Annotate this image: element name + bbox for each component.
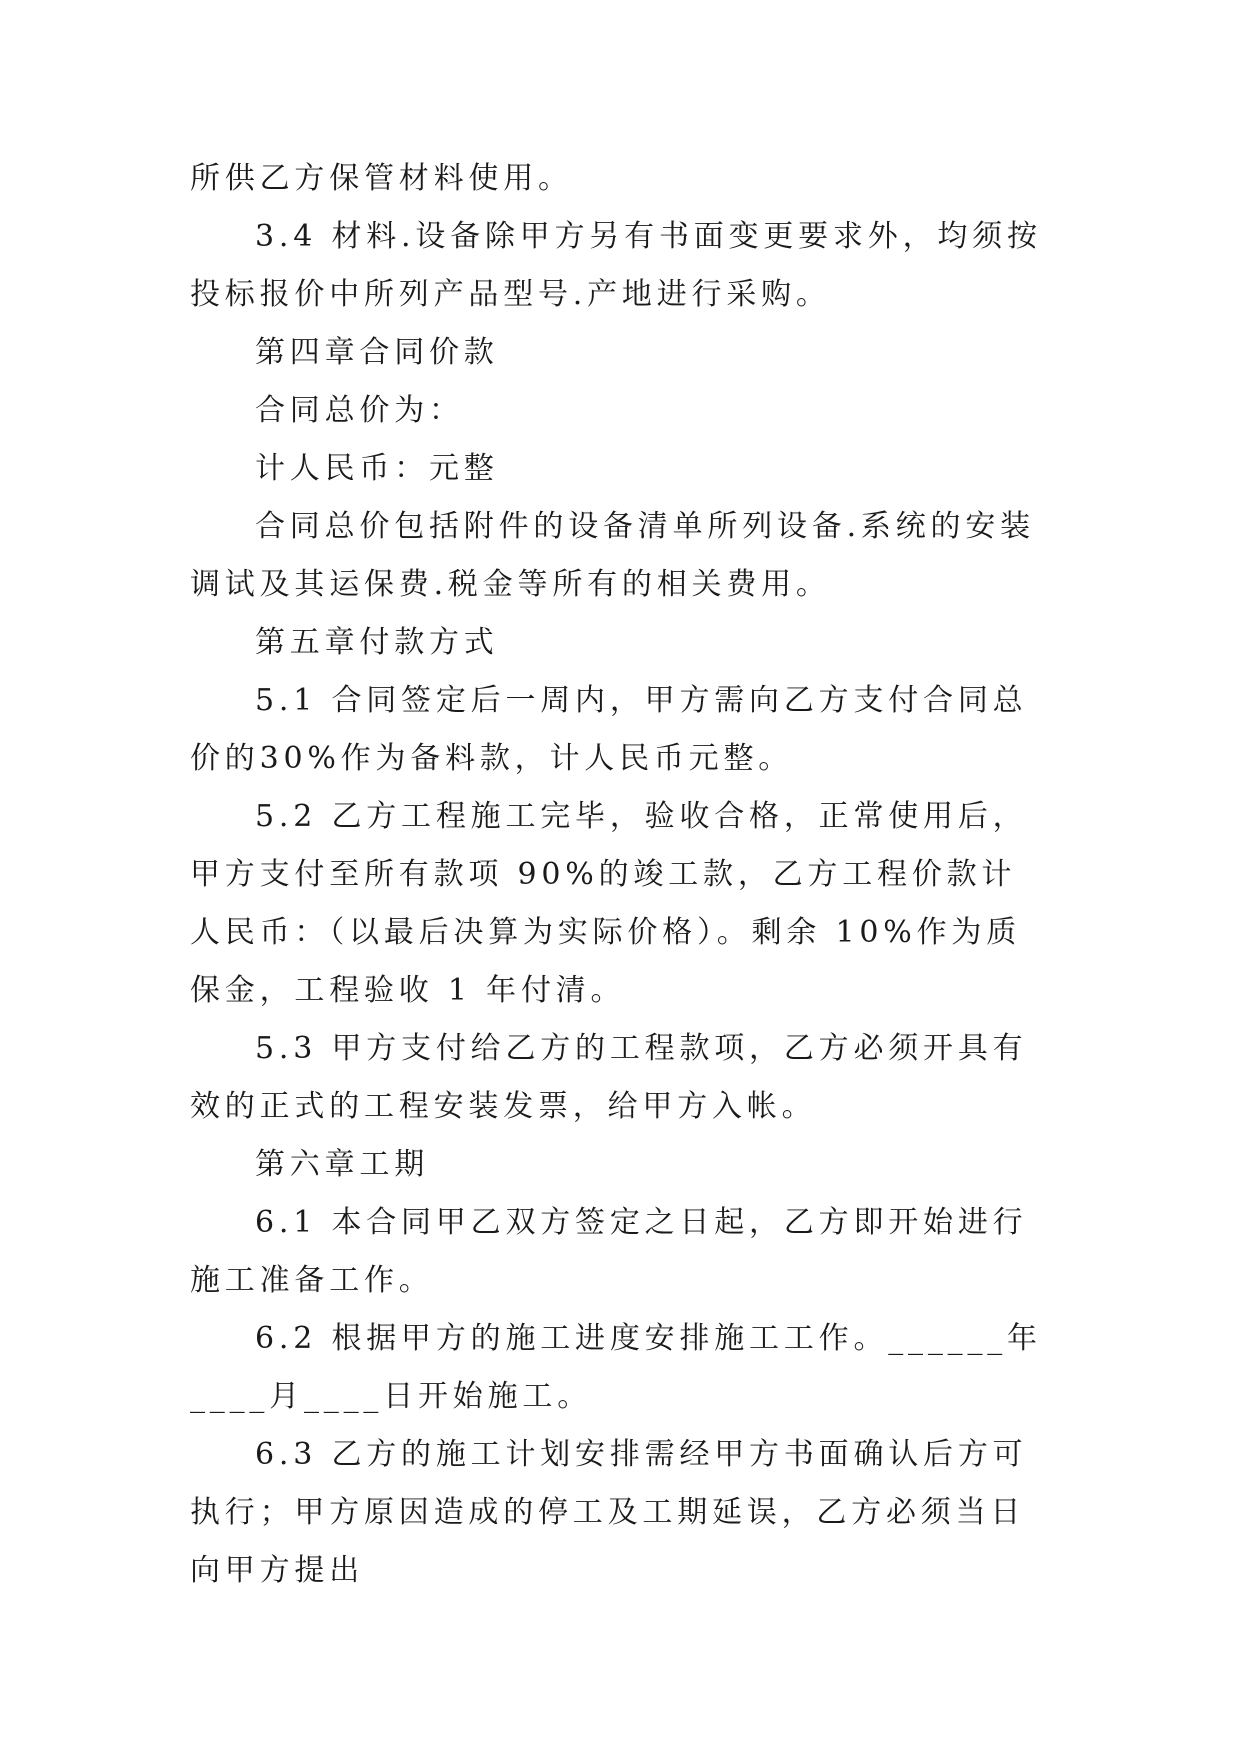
paragraph: 合同总价为： (255, 393, 464, 428)
paragraph: 计人民币：元整 (255, 451, 499, 486)
paragraph: 6.1 本合同甲乙双方签定之日起，乙方即开始进行施工准备工作。 (190, 1205, 1028, 1298)
document-body (190, 150, 1050, 1600)
chapter-heading: 第五章付款方式 (255, 625, 499, 660)
paragraph: 5.2 乙方工程施工完毕，验收合格，正常使用后，甲方支付至所有款项 90%的竣工款，乙方工程价款计人民币：（以最后决算为实际价格）。剩余 10%作为质保金，工程验收 1 年付清。 (190, 799, 1028, 1008)
paragraph: 6.3 乙方的施工计划安排需经甲方书面确认后方可执行；甲方原因造成的停工及工期延误，乙方必须当日向甲方提出 (190, 1437, 1028, 1588)
paragraph: 合同总价包括附件的设备清单所列设备.系统的安装调试及其运保费.税金等所有的相关费用。 (190, 509, 1035, 602)
chapter-heading: 第六章工期 (255, 1147, 429, 1182)
chapter-heading: 第四章合同价款 (255, 335, 499, 370)
paragraph: 5.1 合同签定后一周内，甲方需向乙方支付合同总价的30%作为备料款，计人民币元整。 (190, 683, 1028, 776)
paragraph: 3.4 材料.设备除甲方另有书面变更要求外，均须按投标报价中所列产品型号.产地进行采购。 (190, 219, 1042, 312)
paragraph: 5.3 甲方支付给乙方的工程款项，乙方必须开具有效的正式的工程安装发票，给甲方入帐。 (190, 1031, 1028, 1124)
paragraph: 6.2 根据甲方的施工进度安排施工工作。______年____月____日开始施工。 (190, 1321, 1042, 1414)
paragraph: 所供乙方保管材料使用。 (190, 161, 573, 196)
